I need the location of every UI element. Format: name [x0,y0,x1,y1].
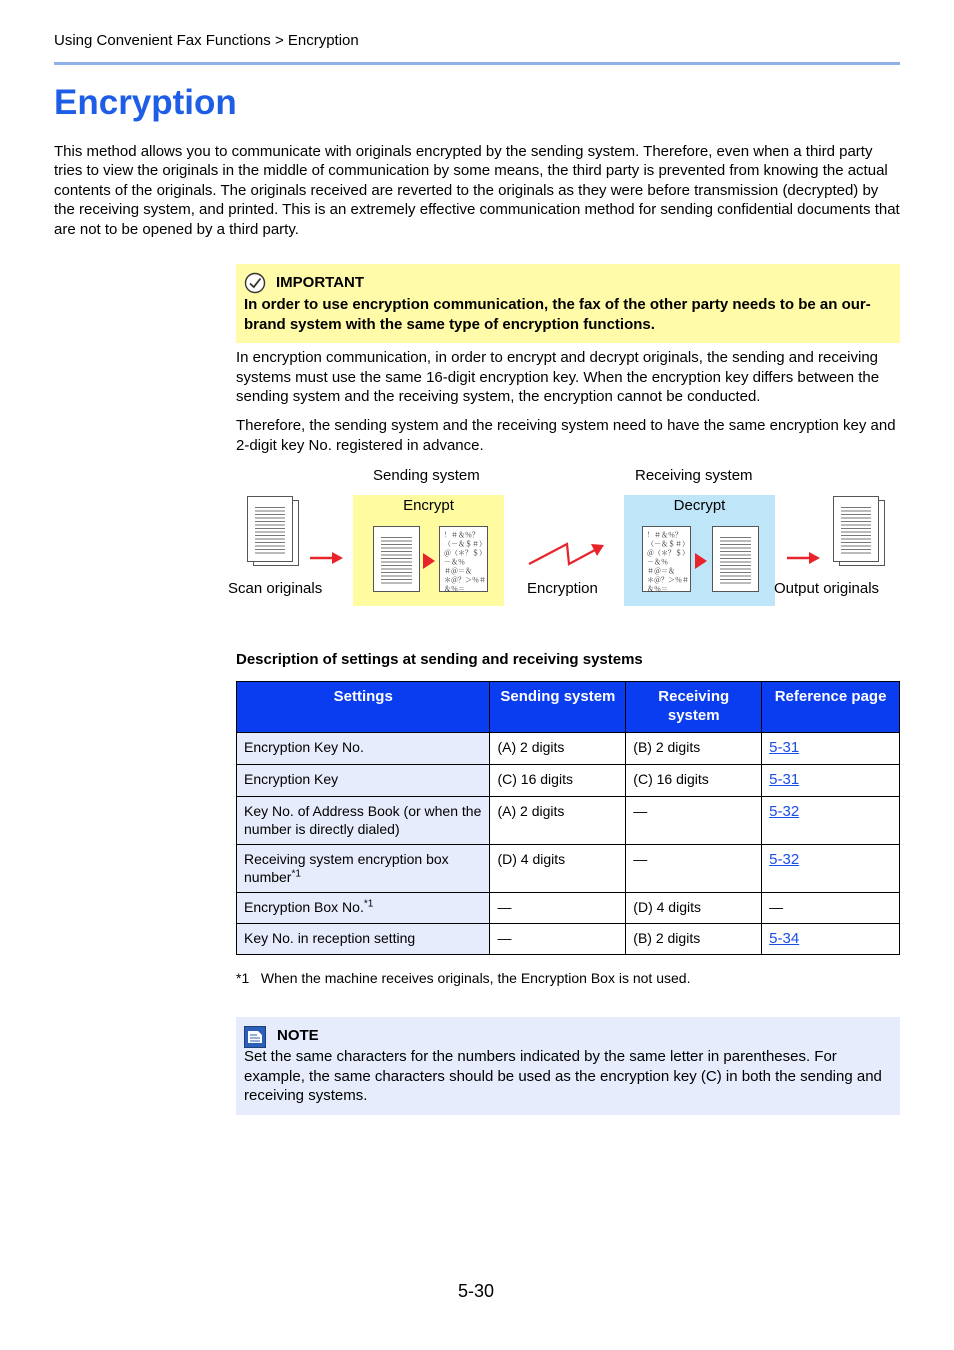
footnote: *1 When the machine receives originals, the Encryption Box is not used. [236,970,691,986]
cell-sending: — [490,893,626,924]
encrypted-document [439,526,488,592]
table-row [237,893,900,924]
table-header-row [237,682,900,733]
encrypted-document-received [642,526,691,592]
important-box [236,264,900,343]
footnote-marker: *1 [291,868,301,880]
table-row [237,765,900,797]
reference-page-link[interactable]: 5-34 [769,930,800,947]
breadcrumb: Using Convenient Fax Functions > Encryption [54,32,359,49]
arrow-right-icon [787,551,821,565]
table-row [237,845,900,893]
encrypt-label: Encrypt [403,497,454,514]
label-sending-system: Sending system [373,467,480,484]
checkmark-icon [244,272,266,294]
cell-sending: — [490,924,626,955]
page-number: 5-30 [458,1281,495,1301]
setting-label: Key No. of Address Book (or when the number is directly dialed) [244,803,482,837]
reference-page-link[interactable]: 5-31 [769,771,800,788]
header-receiving-system: Receiving system [626,682,762,733]
important-text: In order to use encryption communication, the fax of the other party needs to be an our-brand system with the same type of encryption functions. [244,296,871,333]
arrow-right-icon [310,551,344,565]
cell-receiving: — [626,797,762,845]
table-row [237,797,900,845]
header-reference-page: Reference page [762,682,900,733]
table-row [237,733,900,765]
label-output-originals: Output originals [774,580,880,597]
cell-sending: (D) 4 digits [490,845,626,893]
reference-page-link[interactable]: 5-31 [769,739,800,756]
cell-reference [762,924,900,955]
cell-reference [762,733,900,765]
header-rule [54,62,900,65]
cell-setting [237,845,490,893]
label-receiving-system: Receiving system [635,467,753,484]
paragraph-key-registration: Therefore, the sending system and the receiving system need to have the same encryption key and 2-digit key No. registered in advance. [236,417,896,454]
encryption-transmission-icon [527,540,605,570]
garbled-text: ！＃＆％？ （－＆＄＃） ＠（＊？＄） －＆％ ＃＠＝＆ ＊＠？＞％＃ ＆％＝ [444,531,486,593]
triangle-right-icon [423,553,435,569]
cell-setting [237,733,490,765]
cell-reference: — [762,893,900,924]
setting-label: Encryption Key [244,771,339,787]
header-sending-system: Sending system [490,682,626,733]
reference-page-link[interactable]: 5-32 [769,803,800,820]
decrypt-label: Decrypt [673,497,726,514]
setting-label: Encryption Key No. [244,739,364,755]
garbled-text-received: ！＃＆％？ （－＆＄＃） ＠（＊？＄） －＆％ ＃＠＝＆ ＊＠？＞％＃ ＆％＝ [647,531,689,593]
note-text: Set the same characters for the numbers indicated by the same letter in parentheses. For example, the same characters should be used as the encryption key (C) in both the sending and receiving systems. [244,1048,882,1104]
setting-label: Receiving system encryption box number [244,851,449,885]
footnote-marker: *1 [363,898,374,910]
reference-page-link[interactable]: 5-32 [769,851,800,868]
cell-reference [762,765,900,797]
setting-label: Key No. in reception setting [244,930,416,946]
plain-document [373,526,420,592]
table-heading: Description of settings at sending and receiving systems [236,651,643,668]
note-icon [244,1026,266,1048]
cell-sending: (A) 2 digits [490,733,626,765]
header-settings: Settings [237,682,490,733]
encrypt-box [353,495,504,606]
cell-sending: (A) 2 digits [490,797,626,845]
cell-reference [762,797,900,845]
scan-originals-document [247,496,293,562]
cell-receiving: (B) 2 digits [626,733,762,765]
label-encryption: Encryption [527,580,598,597]
table-row [237,924,900,955]
cell-setting [237,893,490,924]
cell-sending: (C) 16 digits [490,765,626,797]
decrypted-document [712,526,759,592]
cell-receiving: (C) 16 digits [626,765,762,797]
intro-paragraph: This method allows you to communicate with originals encrypted by the sending system. Therefore, even when a third party tries to view the originals in the middle of communication by some means, the third party is prevented from knowing the actual contents of the originals. The originals received are reverted to the originals as they were before transmission (decrypted) by the receiving system, and printed. This is an extremely effective communication method for sending confidential documents that are not to be opened by a third party. [54,143,900,238]
triangle-right-icon [695,553,707,569]
cell-reference [762,845,900,893]
page-title: Encryption [54,83,237,122]
cell-receiving: (B) 2 digits [626,924,762,955]
cell-setting [237,797,490,845]
important-heading: IMPORTANT [276,274,365,291]
note-heading: NOTE [277,1027,319,1044]
label-scan-originals: Scan originals [228,580,323,597]
cell-setting [237,924,490,955]
settings-table [236,681,900,955]
cell-receiving: (D) 4 digits [626,893,762,924]
note-box [236,1017,900,1115]
output-originals-document [833,496,879,562]
cell-receiving: — [626,845,762,893]
setting-label: Encryption Box No. [244,899,364,915]
paragraph-encryption-key: In encryption communication, in order to encrypt and decrypt originals, the sending and receiving systems must use the same 16-digit encryption key. When the encryption key differs between the sending system and the receiving system, the encryption cannot be conducted. [236,349,880,405]
cell-setting [237,765,490,797]
decrypt-box [624,495,775,606]
